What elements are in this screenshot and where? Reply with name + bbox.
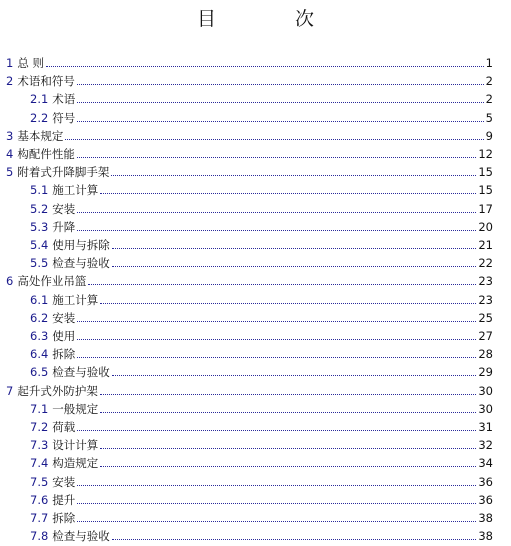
toc-leader-dots <box>77 520 476 522</box>
toc-entry-page: 38 <box>478 511 493 525</box>
toc-entry[interactable] <box>30 434 493 452</box>
toc-entry[interactable] <box>30 107 493 125</box>
toc-entry-number: 7.2 <box>30 420 49 434</box>
toc-entry-page: 27 <box>478 329 493 343</box>
toc-entry[interactable] <box>6 270 493 288</box>
toc-entry[interactable] <box>30 289 493 307</box>
toc-entry[interactable] <box>30 525 493 543</box>
toc-entry-number: 6 <box>6 274 14 289</box>
toc-entry-page: 1 <box>485 56 493 70</box>
toc-entry-number: 4 <box>6 147 14 161</box>
toc-entry-page: 15 <box>478 183 493 198</box>
toc-entry-title: 荷载 <box>52 420 76 434</box>
toc-entry-page: 12 <box>478 147 493 161</box>
toc-entry-title: 安装 <box>52 201 76 216</box>
toc-entry-number: 6.4 <box>30 347 49 362</box>
toc-entry-number: 6.1 <box>30 292 49 307</box>
toc-entry-title: 检查与验收 <box>52 365 110 380</box>
toc-entry[interactable] <box>6 380 493 398</box>
toc-entry[interactable] <box>6 143 493 161</box>
toc-entry-title: 施工计算 <box>52 292 99 307</box>
toc-entry-number: 7.1 <box>30 401 49 416</box>
toc-entry-page: 9 <box>485 128 493 143</box>
toc-entry-page: 20 <box>478 219 493 234</box>
toc-entry-title: 附着式升降脚手架 <box>17 165 110 180</box>
toc-leader-dots <box>100 393 477 395</box>
toc-entry-page: 31 <box>478 420 493 434</box>
toc-leader-dots <box>112 265 477 267</box>
toc-entry-number: 6.5 <box>30 365 49 380</box>
toc-entry-title: 高处作业吊篮 <box>17 274 87 289</box>
toc-entry-number: 6.2 <box>30 310 49 325</box>
toc-leader-dots <box>77 101 483 103</box>
toc-leader-dots <box>88 283 476 285</box>
toc-entry[interactable] <box>30 398 493 416</box>
toc-entry[interactable] <box>30 452 493 470</box>
toc-entry-number: 1 <box>6 56 14 70</box>
toc-entry-page: 5 <box>485 110 493 125</box>
toc-entry-title: 总 则 <box>17 56 44 70</box>
toc-entry-number: 6.3 <box>30 329 49 343</box>
toc-leader-dots <box>77 156 477 158</box>
toc-entry-title: 一般规定 <box>52 401 99 416</box>
toc-entry[interactable] <box>30 343 493 361</box>
toc-entry-title: 升降 <box>52 219 76 234</box>
toc-entry-title: 术语和符号 <box>17 74 75 89</box>
toc-entry-page: 23 <box>478 292 493 307</box>
toc-leader-dots <box>112 247 477 249</box>
toc-leader-dots <box>100 447 476 449</box>
toc-entry[interactable] <box>30 234 493 252</box>
toc-entry[interactable] <box>30 198 493 216</box>
toc-entry-page: 17 <box>478 201 493 216</box>
toc-leader-dots <box>77 338 476 340</box>
toc-entry-page: 32 <box>478 438 493 453</box>
toc-entry-title: 使用 <box>52 329 76 343</box>
toc-entry[interactable] <box>30 361 493 379</box>
toc-entry[interactable] <box>30 471 493 489</box>
toc-entry-title: 术语 <box>52 92 76 107</box>
toc-leader-dots <box>100 411 476 413</box>
toc-entry[interactable] <box>30 216 493 234</box>
toc-entry-title: 安装 <box>52 474 76 489</box>
toc-entry-number: 5.2 <box>30 201 49 216</box>
toc-leader-dots <box>77 229 476 231</box>
toc-entry[interactable] <box>30 507 493 525</box>
toc-entry-title: 安装 <box>52 310 76 325</box>
toc-entry[interactable] <box>30 307 493 325</box>
toc-entry-number: 5.3 <box>30 219 49 234</box>
toc-entry[interactable] <box>6 125 493 143</box>
toc-entry[interactable] <box>30 416 493 434</box>
toc-entry-number: 5.4 <box>30 238 49 252</box>
toc-entry-number: 7 <box>6 383 14 398</box>
toc-entry[interactable] <box>6 161 493 179</box>
toc-leader-dots <box>77 83 484 85</box>
toc-leader-dots <box>77 120 483 122</box>
toc-entry-number: 5.5 <box>30 256 49 271</box>
toc-entry-number: 3 <box>6 128 14 143</box>
toc-entry-number: 5.1 <box>30 183 49 198</box>
toc-entry-page: 36 <box>478 474 493 489</box>
toc-leader-dots <box>100 465 476 467</box>
toc-entry-page: 15 <box>478 165 493 180</box>
toc-entry-page: 30 <box>478 383 493 398</box>
toc-entry-title: 施工计算 <box>52 183 99 198</box>
toc-entry-page: 22 <box>478 256 493 271</box>
toc-entry[interactable] <box>30 489 493 507</box>
toc-entry-title: 符号 <box>52 110 76 125</box>
toc-leader-dots <box>112 374 477 376</box>
toc-entry-page: 36 <box>478 492 493 507</box>
toc-entry-number: 7.7 <box>30 511 49 525</box>
toc-leader-dots <box>77 429 476 431</box>
toc-entry-page: 23 <box>478 274 493 289</box>
toc-entry-page: 2 <box>485 74 493 89</box>
toc-entry[interactable] <box>6 52 493 70</box>
toc-leader-dots <box>46 65 484 67</box>
toc-entry-title: 构造规定 <box>52 456 99 471</box>
toc-entry-page: 25 <box>478 310 493 325</box>
toc-entry-number: 2.1 <box>30 92 49 107</box>
toc-leader-dots <box>100 192 476 194</box>
toc-entry-number: 7.8 <box>30 529 49 544</box>
toc-entry-title: 使用与拆除 <box>52 238 110 252</box>
toc-entry-title: 拆除 <box>52 347 76 362</box>
page-title: 目 次 <box>196 8 344 30</box>
toc-leader-dots <box>112 538 477 540</box>
toc-entry-page: 21 <box>478 238 493 252</box>
toc-leader-dots <box>77 211 476 213</box>
toc-entry-page: 38 <box>478 529 493 544</box>
toc-leader-dots <box>77 320 476 322</box>
toc-leader-dots <box>100 302 476 304</box>
toc-entry[interactable] <box>30 325 493 343</box>
toc-leader-dots <box>77 484 476 486</box>
toc-leader-dots <box>77 502 476 504</box>
toc-entry-page: 34 <box>478 456 493 471</box>
toc-entry-title: 构配件性能 <box>17 147 75 161</box>
toc-entry-title: 检查与验收 <box>52 529 110 544</box>
toc-entry-title: 检查与验收 <box>52 256 110 271</box>
toc-entry-number: 5 <box>6 165 14 180</box>
toc-entry-page: 2 <box>485 92 493 107</box>
toc-entry-number: 7.5 <box>30 474 49 489</box>
toc-leader-dots <box>77 356 476 358</box>
toc-entry-title: 基本规定 <box>17 128 64 143</box>
toc-entry-number: 7.4 <box>30 456 49 471</box>
toc-entry-page: 28 <box>478 347 493 362</box>
toc-entry-number: 2.2 <box>30 110 49 125</box>
toc-entry-page: 29 <box>478 365 493 380</box>
toc-leader-dots <box>111 174 476 176</box>
toc-entry-title: 设计计算 <box>52 438 99 453</box>
toc-entry-title: 提升 <box>52 492 76 507</box>
toc-entry[interactable] <box>30 252 493 270</box>
toc-entry[interactable] <box>6 70 493 88</box>
toc-entry-title: 拆除 <box>52 511 76 525</box>
toc-leader-dots <box>65 138 483 140</box>
toc-entry-number: 7.6 <box>30 492 49 507</box>
toc-entry[interactable] <box>30 179 493 197</box>
toc-entry-number: 2 <box>6 74 14 89</box>
toc-entry-title: 起升式外防护架 <box>17 383 98 398</box>
toc-entry-page: 30 <box>478 401 493 416</box>
toc-entry-number: 7.3 <box>30 438 49 453</box>
toc-entry[interactable] <box>30 88 493 106</box>
